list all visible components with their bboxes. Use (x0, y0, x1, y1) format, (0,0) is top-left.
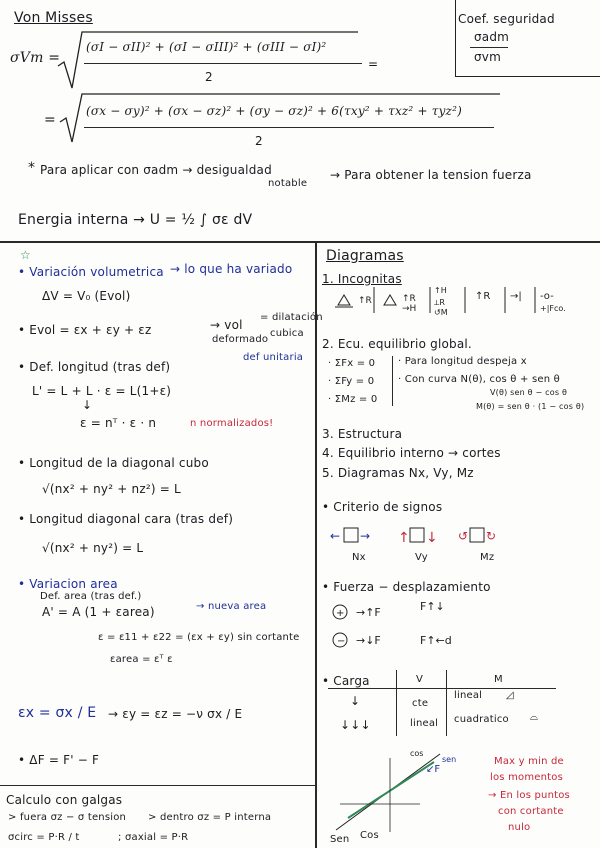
area-eps2: εarea = εᵀ ε (110, 654, 173, 665)
vol-title: • Variación volumetrica (18, 265, 164, 279)
deflong-eps: ε = nᵀ · ε · n (80, 416, 157, 430)
vol-def-d: cubica (270, 328, 304, 339)
svg-text:↺: ↺ (458, 529, 469, 543)
svg-text:+|Fco.: +|Fco. (540, 304, 566, 313)
formula-1-trailing-eq: = (368, 57, 379, 71)
table-col-m: M (494, 674, 503, 685)
svg-text:←: ← (330, 529, 341, 543)
eq-fx: · ΣFx = 0 (328, 358, 376, 369)
svg-text:→↑F: →↑F (356, 606, 381, 619)
deflong-arrow: ↓ (82, 398, 93, 412)
step-diagramas: 5. Diagramas Nx, Vy, Mz (322, 466, 474, 480)
area-eps: ε = ε11 + ε22 = (εx + εy) sin cortante (98, 632, 300, 643)
svg-text:→|: →| (510, 291, 522, 302)
svg-text:cos: cos (410, 749, 424, 758)
diag-cubo-eq: √(nx² + ny² + nz²) = L (42, 482, 181, 496)
delta-f-eq: • ΔF = F' − F (18, 753, 100, 767)
diag-cara-title: • Longitud diagonal cara (tras def) (18, 512, 234, 526)
eq-mz: · ΣMz = 0 (328, 394, 378, 405)
galgas-divider (0, 785, 315, 786)
vol-def-a: → vol (210, 318, 243, 332)
table-cell-cuadratico: cuadratico (454, 714, 509, 725)
table-vline-1 (396, 670, 397, 736)
formula-2-bar (84, 127, 494, 128)
max-note-2: los momentos (490, 772, 564, 783)
svg-text:F↑↓: F↑↓ (420, 600, 445, 613)
eq-note-1: · Para longitud despeja x (398, 356, 527, 367)
svg-text:→H: →H (402, 304, 417, 314)
svg-text:↑R: ↑R (475, 291, 491, 302)
table-col-v: V (416, 674, 424, 685)
formula-2-eq: = (44, 112, 56, 128)
fuerza-desplaz-sketch (330, 596, 530, 656)
label-vy: Vy (415, 552, 428, 563)
svg-text:sen: sen (442, 755, 457, 764)
inclined-beam-sketch (330, 748, 460, 838)
eps-yz-eq: → εy = εz = −ν σx / E (108, 707, 243, 721)
step-estructura: 3. Estructura (322, 427, 403, 441)
table-cell-lineal-m: lineal (454, 690, 483, 701)
label-nx: Nx (352, 552, 366, 563)
formula-2-numerator: (σx − σy)² + (σx − σz)² + (σy − σz)² + 6(τxy² + τxz² + τyz²) (86, 104, 462, 118)
svg-text:F↑←d: F↑←d (420, 634, 452, 647)
area-note: → nueva area (196, 601, 267, 612)
eq-note-3: V(θ) sen θ − cos θ (490, 388, 568, 397)
diag-cara-eq: √(nx² + ny²) = L (42, 541, 144, 555)
carga-title: • Carga (322, 674, 370, 688)
svg-text:→: → (360, 529, 371, 543)
formula-1-denominator: 2 (205, 70, 213, 84)
max-note-4: con cortante (498, 806, 564, 817)
galgas-dentro: > dentro σz = P interna (148, 812, 272, 823)
delta-v-eq: ΔV = V₀ (Evol) (42, 289, 131, 303)
note-notable: notable (268, 178, 308, 189)
evol-eq: • Evol = εx + εy + εz (18, 323, 152, 337)
note-star: * (28, 160, 36, 176)
max-note-5: nulo (508, 822, 531, 833)
svg-text:↻: ↻ (486, 529, 497, 543)
eq-title: 2. Ecu. equilibrio global. (322, 337, 472, 351)
eps-x-eq: εx = σx / E (18, 705, 97, 721)
area-eq: A' = A (1 + εarea) (42, 605, 155, 619)
galgas-sigma-axial: ; σaxial = P·R (118, 832, 189, 843)
deflong-note: n normalizados! (190, 418, 274, 429)
area-title: • Variacion area (18, 577, 118, 591)
svg-text:-o-: -o- (540, 291, 554, 302)
svg-text:→↓F: →↓F (356, 634, 381, 647)
coef-fraction-den: σvm (474, 50, 501, 64)
table-row-1-load: ↓ (350, 694, 361, 708)
svg-text:↺M: ↺M (434, 308, 448, 317)
note-obtener: → Para obtener la tension fuerza (330, 168, 532, 182)
svg-text:↙F: ↙F (426, 764, 441, 775)
bottom-cos: Cos (360, 830, 379, 841)
sign-convention-sketch (330, 520, 590, 560)
vol-def-e: def unitaria (243, 352, 304, 363)
vol-arrow-note: → lo que ha variado (170, 262, 293, 276)
deflong-title: • Def. longitud (tras def) (18, 360, 171, 374)
sigma-vm-lhs: σVm = (10, 50, 61, 66)
table-arch-icon: ⌓ (530, 712, 539, 723)
sqrt-sign-2 (60, 92, 500, 152)
table-vline-2 (446, 670, 447, 736)
galgas-sigma-circ: σcirc = P·R / t (8, 832, 80, 843)
galgas-fuera: > fuera σz − σ tension (8, 812, 127, 823)
table-cell-cte: cte (412, 698, 429, 709)
max-note-1: Max y min de (494, 756, 564, 767)
svg-text:↑H: ↑H (434, 286, 447, 295)
note-aplicar: Para aplicar con σadm → desigualdad (40, 163, 272, 177)
supports-sketch (330, 283, 590, 323)
section-title-von-misses: Von Misses (14, 10, 93, 26)
eq-fy: · ΣFy = 0 (328, 376, 375, 387)
coef-fraction-bar (470, 47, 508, 48)
label-mz: Mz (480, 552, 495, 563)
vol-def-c: = dilatación (260, 312, 323, 323)
fuerza-title: • Fuerza − desplazamiento (322, 580, 491, 594)
svg-text:↑R: ↑R (402, 294, 416, 304)
eq-note-2: · Con curva N(θ), cos θ + sen θ (398, 374, 560, 385)
star-icon: ☆ (20, 248, 31, 262)
eq-bracket (392, 356, 393, 406)
table-row-2-load: ↓↓↓ (340, 718, 371, 732)
table-tri-icon: ◿ (506, 690, 514, 701)
area-sub: Def. area (tras def.) (40, 591, 142, 602)
formula-1-bar (84, 63, 362, 64)
diagramas-title: Diagramas (326, 248, 404, 264)
formula-2-denominator: 2 (255, 134, 263, 148)
svg-text:−: − (337, 636, 346, 647)
top-divider (0, 241, 600, 243)
coef-seguridad-label: Coef. seguridad (458, 12, 555, 26)
diag-cubo-title: • Longitud de la diagonal cubo (18, 456, 209, 470)
galgas-title: Calculo con galgas (6, 793, 123, 807)
max-note-3: → En los puntos (488, 790, 570, 801)
bottom-sen: Sen (330, 834, 350, 845)
column-divider (315, 242, 317, 848)
eq-note-4: M(θ) = sen θ · (1 − cos θ) (476, 402, 585, 411)
criterio-title: • Criterio de signos (322, 500, 443, 514)
coef-fraction-num: σadm (474, 30, 510, 44)
step-equilibrio: 4. Equilibrio interno → cortes (322, 446, 501, 460)
svg-text:↑R: ↑R (358, 296, 372, 306)
svg-text:↑: ↑ (398, 530, 410, 546)
svg-text:⟂R: ⟂R (434, 298, 445, 307)
table-cell-lineal-v: lineal (410, 718, 439, 729)
svg-text:↓: ↓ (426, 530, 438, 546)
energia-interna: Energia interna → U = ½ ∫ σε dV (18, 212, 253, 228)
incognitas-title: 1. Incognitas (322, 272, 402, 286)
formula-1-numerator: (σI − σII)² + (σI − σIII)² + (σIII − σI)² (86, 40, 327, 54)
deflong-eq: L' = L + L · ε = L(1+ε) (32, 384, 172, 398)
vol-def-b: deformado (212, 334, 269, 345)
table-hline (328, 688, 556, 689)
svg-text:+: + (336, 608, 345, 619)
